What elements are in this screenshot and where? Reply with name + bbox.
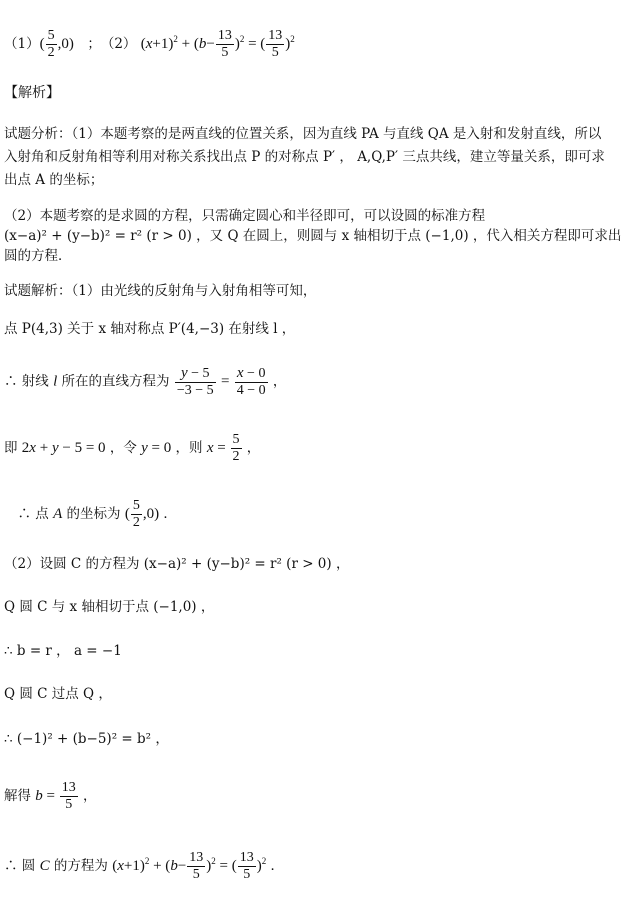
analysis-line-4: （2）本题考察的是求圆的方程，只需确定圆心和半径即可，可以设圆的标准方程 (4, 208, 486, 224)
answer-line: （1）( $\frac{5}{2}$ ,0) ； （2） $(x+1)^2 + (b-$ $\frac{13}{5}$ )$^2$ = ( $\frac{13}{5}$ )$^2$ (4, 28, 295, 60)
solution-step-tangent: Q 圆 C 与 x 轴相切于点 (−1,0) ， (4, 599, 215, 615)
solution-step-passes-q: Q 圆 C 过点 Q ， (4, 686, 112, 702)
section-heading: 【解析】 (4, 85, 60, 101)
solution-step-solve-b: 解得 b = $\frac{13}{5}$ ， (4, 780, 97, 812)
analysis-line-2: 入射角和反射角相等利用对称关系找出点 P 的对称点 P′ ， A,Q,P′ 三点共线，建立等量关系，即可求 (4, 149, 605, 165)
analysis-line-3: 出点 A 的坐标； (4, 172, 104, 188)
solution-step-line-equation: ∴ 射线 l 所在的直线方程为 $\frac{y - 5}{-3 - 5}$ = $\frac{x - 0}{4 - 0}$ ， (4, 365, 287, 398)
solution-intro: 试题解析：（1）由光线的反射角与入射角相等可知， (4, 283, 317, 299)
analysis-line-5: (x−a)² + (y−b)² = r² (r > 0) ，又 Q 在圆上，则圆与 x 轴相切于点 (−1,0) ，代入相关方程即可求出 (4, 228, 622, 244)
solution-step-reflection: 点 P(4,3) 关于 x 轴对称点 P′(4,−3) 在射线 l ， (4, 321, 296, 337)
solution-step-x-intercept: 即 2x + y − 5 = 0 ，令 y = 0 ，则 x = $\frac{5}{2}$ ， (4, 432, 261, 464)
solution-step-final-equation: ∴ 圆 C 的方程为 $(x+1)^2 + (b-$ $\frac{13}{5}$ )$^2$ = ( $\frac{13}{5}$ )$^2$ ． (4, 850, 285, 882)
solution-step-point-a: ∴ 点 A 的坐标为 ( $\frac{5}{2}$ ,0) ． (4, 498, 177, 530)
analysis-line-6: 圆的方程． (4, 248, 72, 264)
analysis-line-1: 试题分析：（1）本题考察的是两直线的位置关系，因为直线 PA 与直线 QA 是入射和发射直线，所以 (4, 126, 602, 142)
solution-step-substitute: ∴ (−1)² + (b−5)² = b² ， (4, 731, 169, 747)
solution-step-circle-setup: （2）设圆 C 的方程为 (x−a)² + (y−b)² = r² (r > 0) ， (4, 556, 350, 572)
solution-step-b-equals-r: ∴ b = r ， a = −1 (4, 643, 122, 659)
